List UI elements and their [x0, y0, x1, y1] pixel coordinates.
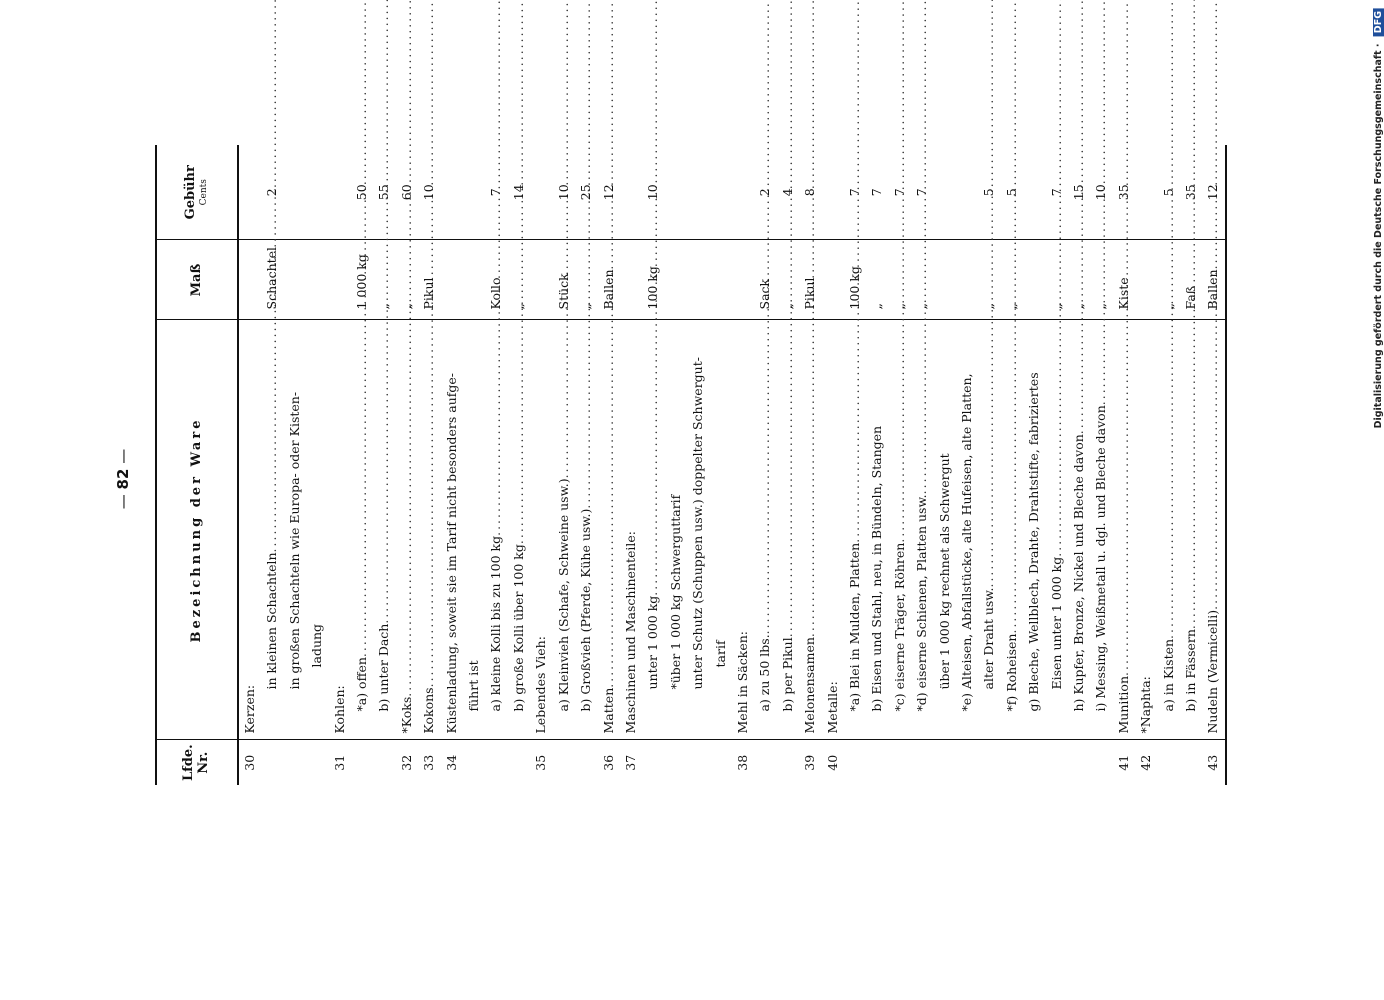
row-measure: 1 000 kg	[351, 240, 373, 320]
row-measure: „	[1068, 240, 1090, 320]
row-number	[911, 740, 933, 785]
row-measure: „	[889, 240, 911, 320]
row-number	[284, 740, 306, 785]
leader-dots	[396, 0, 418, 697]
row-description-text: *d) eiserne Schienen, Platten usw.	[914, 494, 930, 712]
row-description	[530, 320, 552, 740]
row-measure	[665, 240, 687, 320]
row-number	[553, 740, 575, 785]
row-measure	[934, 240, 956, 320]
row-description-text: b) große Kolli über 100 kg	[510, 544, 526, 712]
table-row	[889, 145, 911, 785]
row-description-text: Eisen unter 1 000 kg	[1048, 556, 1064, 690]
table-row	[620, 145, 642, 785]
table-row	[1046, 145, 1068, 785]
leader-dots	[777, 0, 799, 637]
tariff-table	[155, 145, 1227, 785]
row-measure	[329, 240, 351, 320]
row-description	[822, 320, 844, 740]
row-fee	[956, 145, 978, 240]
row-number	[866, 740, 888, 785]
row-fee	[732, 145, 754, 240]
row-fee	[329, 145, 351, 240]
row-fee	[934, 145, 956, 240]
row-number	[1090, 740, 1112, 785]
leader-dots	[575, 0, 597, 509]
row-measure	[441, 240, 463, 320]
digitization-note-text: Digitalisierung gefördert durch die Deutsche Forschungsgemeinschaft	[1373, 50, 1384, 429]
row-measure: Kollo	[485, 240, 507, 320]
row-fee: 50	[351, 145, 373, 240]
row-fee	[441, 145, 463, 240]
row-number: 37	[622, 754, 638, 771]
row-measure	[1135, 240, 1157, 320]
leader-dots	[978, 0, 1000, 588]
row-description	[1090, 320, 1112, 740]
row-description	[396, 320, 418, 740]
row-description-text: Nudeln (Vermicelli)	[1205, 609, 1221, 734]
row-number: 31	[331, 754, 347, 771]
table-row	[351, 145, 373, 785]
row-fee: 25	[575, 145, 597, 240]
row-description-text: b) in Fässern	[1183, 629, 1199, 712]
row-description-text: Kerzen:	[242, 684, 257, 734]
row-number: 33	[421, 754, 437, 771]
row-number: 32	[398, 754, 414, 771]
row-measure: „	[1046, 240, 1068, 320]
row-description-text: *Naphta:	[1138, 676, 1154, 734]
row-number	[508, 740, 530, 785]
table-row	[866, 145, 888, 785]
row-measure	[1023, 240, 1045, 320]
leader-dots	[1068, 0, 1090, 434]
row-description-text: Matten	[600, 687, 616, 734]
row-fee: 35	[1180, 145, 1202, 240]
row-description-text: unter Schutz (Schuppen usw.) doppelter Schwergut-	[690, 357, 706, 690]
row-description	[1202, 320, 1225, 740]
row-measure	[822, 240, 844, 320]
row-measure: „	[978, 240, 1000, 320]
table-row	[261, 145, 283, 785]
table-row	[373, 145, 395, 785]
row-fee	[687, 145, 709, 240]
row-number	[1023, 740, 1045, 785]
row-description-text: *e) Alteisen, Abfallstücke, alte Hufeisen, alte Platten,	[959, 373, 974, 712]
table-header-row	[156, 145, 238, 785]
leader-dots	[799, 0, 821, 637]
leader-dots	[418, 0, 440, 687]
table-row	[1090, 145, 1112, 785]
row-description	[553, 320, 575, 740]
row-description	[844, 320, 866, 740]
row-number	[1068, 740, 1090, 785]
row-description	[687, 320, 709, 740]
row-description-text: ladung	[309, 623, 325, 668]
row-measure: Sack	[754, 240, 776, 320]
row-measure: Ballen	[1202, 240, 1225, 320]
row-number	[665, 740, 687, 785]
row-measure: Schachtel	[261, 240, 283, 320]
row-number	[575, 740, 597, 785]
row-number	[687, 740, 709, 785]
row-description	[284, 320, 306, 740]
row-fee: 7	[1046, 145, 1068, 240]
row-fee	[665, 145, 687, 240]
table-row	[1113, 145, 1135, 785]
row-description	[1068, 320, 1090, 740]
row-fee	[620, 145, 642, 240]
table-row	[777, 145, 799, 785]
row-measure: „	[396, 240, 418, 320]
row-measure	[530, 240, 552, 320]
row-description	[306, 320, 328, 740]
row-number	[1001, 740, 1023, 785]
digitization-note: Digitalisierung gefördert durch die Deutsche Forschungsgemeinschaft · DFG	[1373, 8, 1384, 428]
row-fee: 7	[485, 145, 507, 240]
row-description	[261, 320, 283, 740]
row-measure: „	[1001, 240, 1023, 320]
row-description	[508, 320, 530, 740]
row-measure	[284, 240, 306, 320]
table-row	[1023, 145, 1045, 785]
row-number: 35	[533, 754, 549, 771]
row-fee	[822, 145, 844, 240]
table-row	[553, 145, 575, 785]
table-row	[485, 145, 507, 785]
row-measure: Pikul	[799, 240, 821, 320]
table-row	[508, 145, 530, 785]
row-description-text: in kleinen Schachteln	[264, 552, 280, 690]
row-description	[485, 320, 507, 740]
header-fee-label: Gebühr	[183, 165, 199, 220]
row-number	[934, 740, 956, 785]
row-description-text: *f) Roheisen	[1003, 633, 1019, 712]
leader-dots	[1046, 0, 1068, 557]
table-row	[844, 145, 866, 785]
row-description-text: Munition	[1115, 676, 1131, 734]
leader-dots	[1001, 0, 1023, 634]
row-fee: 7	[889, 145, 911, 240]
table-row	[687, 145, 709, 785]
table-row	[822, 145, 844, 785]
leader-dots	[1090, 0, 1112, 405]
row-fee: 7	[911, 145, 933, 240]
row-number: 43	[1202, 740, 1225, 785]
row-fee: 14	[508, 145, 530, 240]
table-row	[1001, 145, 1023, 785]
row-measure	[238, 240, 261, 320]
row-number: 39	[802, 754, 818, 771]
row-description	[1135, 320, 1157, 740]
row-description-text: Lebendes Vieh:	[533, 636, 549, 734]
row-description-text: *a) Blei in Mulden, Platten	[846, 542, 862, 712]
row-description-text: b) unter Dach	[376, 623, 392, 712]
header-nr: Lfde. Nr.	[156, 740, 238, 785]
row-measure	[732, 240, 754, 320]
table-row	[1202, 145, 1225, 785]
row-description-text: b) Eisen und Stahl, neu, in Bündeln, Stangen	[869, 425, 885, 712]
row-number	[956, 740, 978, 785]
row-description	[1113, 320, 1135, 740]
row-description	[732, 320, 754, 740]
leader-dots	[351, 0, 373, 657]
row-measure: „	[1090, 240, 1112, 320]
leader-dots	[373, 0, 395, 624]
row-number	[261, 740, 283, 785]
row-fee: 12	[1202, 145, 1225, 240]
row-description-text: Kohlen:	[331, 685, 347, 734]
table-row	[934, 145, 956, 785]
table-row	[978, 145, 1000, 785]
row-number	[889, 740, 911, 785]
table-row	[329, 145, 351, 785]
row-description-text: Melonensamen	[802, 637, 818, 734]
row-description	[351, 320, 373, 740]
row-description	[238, 320, 261, 740]
row-number	[1046, 740, 1068, 785]
row-fee: 5	[1158, 145, 1180, 240]
leader-dots	[1158, 0, 1180, 639]
table-row	[418, 145, 440, 785]
table-row	[396, 145, 418, 785]
row-fee: 2	[754, 145, 776, 240]
row-fee	[238, 145, 261, 240]
row-measure	[463, 240, 485, 320]
row-number: 38	[734, 754, 750, 771]
page-number: — 82 —	[114, 448, 132, 510]
leader-dots	[553, 0, 575, 478]
table-row	[1158, 145, 1180, 785]
row-number	[306, 740, 328, 785]
row-fee	[710, 145, 732, 240]
table-row	[1068, 145, 1090, 785]
row-number: 34	[443, 754, 459, 771]
row-number	[1158, 740, 1180, 785]
row-fee	[530, 145, 552, 240]
row-measure: „	[911, 240, 933, 320]
row-fee	[1023, 145, 1045, 240]
table-row	[1135, 145, 1157, 785]
row-description	[710, 320, 732, 740]
row-measure: Pikul	[418, 240, 440, 320]
row-fee: 35	[1113, 145, 1135, 240]
row-measure: Kiste	[1113, 240, 1135, 320]
row-measure	[956, 240, 978, 320]
row-description	[889, 320, 911, 740]
row-number: 40	[824, 754, 840, 771]
header-measure: Maß	[156, 240, 238, 320]
row-description	[1180, 320, 1202, 740]
row-number: 42	[1138, 754, 1154, 771]
row-description-text: *a) offen	[354, 657, 370, 712]
row-description	[754, 320, 776, 740]
row-description-text: a) Kleinvieh (Schafe, Schweine usw.)	[555, 478, 571, 712]
row-fee: 5	[978, 145, 1000, 240]
row-number: 36	[600, 754, 616, 771]
table-row	[732, 145, 754, 785]
row-measure: „	[508, 240, 530, 320]
table-row	[306, 145, 328, 785]
row-description	[329, 320, 351, 740]
table-row	[665, 145, 687, 785]
row-description-text: a) kleine Kolli bis zu 100 kg	[488, 535, 504, 712]
row-fee: 10	[553, 145, 575, 240]
tariff-table-container	[155, 145, 1230, 785]
table-row	[799, 145, 821, 785]
row-number	[978, 740, 1000, 785]
row-description	[799, 320, 821, 740]
row-fee: 4	[777, 145, 799, 240]
row-number	[642, 740, 664, 785]
row-fee: 15	[1068, 145, 1090, 240]
row-description-text: über 1 000 kg rechnet als Schwergut	[936, 453, 952, 690]
row-fee: 10	[1090, 145, 1112, 240]
row-description-text: in großen Schachteln wie Europa- oder Kisten-	[286, 391, 302, 690]
table-row	[575, 145, 597, 785]
table-row	[441, 145, 463, 785]
row-description-text: *über 1 000 kg Schwerguttarif	[667, 494, 683, 690]
row-fee: 5	[1001, 145, 1023, 240]
row-description-text: *c) eiserne Träger, Röhren	[891, 542, 907, 712]
row-description	[642, 320, 664, 740]
row-description	[441, 320, 463, 740]
row-description	[1046, 320, 1068, 740]
row-description	[1023, 320, 1045, 740]
row-description-text: Kokons	[421, 687, 437, 734]
header-description: Bezeichnung der Ware	[156, 320, 238, 740]
row-fee	[284, 145, 306, 240]
row-description	[463, 320, 485, 740]
table-row	[598, 145, 620, 785]
row-number	[1180, 740, 1202, 785]
row-description-text: a) zu 50 lbs.	[757, 634, 773, 712]
row-measure	[306, 240, 328, 320]
leader-dots	[485, 0, 507, 536]
row-measure: „	[866, 240, 888, 320]
row-fee	[306, 145, 328, 240]
row-description	[866, 320, 888, 740]
leader-dots	[889, 0, 911, 543]
table-row	[642, 145, 664, 785]
row-fee: 60	[396, 145, 418, 240]
row-description-text: Maschinen und Maschinenteile:	[622, 530, 638, 734]
row-measure: 100 kg	[844, 240, 866, 320]
row-measure: Stück	[553, 240, 575, 320]
row-description	[575, 320, 597, 740]
header-fee	[156, 145, 238, 240]
row-description-text: b) per Pikul	[779, 637, 795, 712]
row-description	[373, 320, 395, 740]
table-row	[463, 145, 485, 785]
row-description	[418, 320, 440, 740]
row-number	[463, 740, 485, 785]
row-fee: 12	[598, 145, 620, 240]
row-fee: 7	[844, 145, 866, 240]
leader-dots	[598, 0, 620, 688]
dfg-logo: DFG	[1373, 8, 1384, 36]
table-row	[956, 145, 978, 785]
leader-dots	[1113, 0, 1135, 676]
table-row	[1180, 145, 1202, 785]
row-description	[911, 320, 933, 740]
row-number: 30	[242, 754, 257, 771]
row-description	[956, 320, 978, 740]
row-fee: 10	[642, 145, 664, 240]
row-fee: 10	[418, 145, 440, 240]
row-fee	[463, 145, 485, 240]
header-fee-unit: Cents	[199, 179, 210, 206]
table-row	[284, 145, 306, 785]
row-description	[934, 320, 956, 740]
row-number	[710, 740, 732, 785]
row-fee	[1135, 145, 1157, 240]
row-number: 41	[1115, 754, 1131, 771]
row-description	[1158, 320, 1180, 740]
leader-dots	[754, 0, 776, 634]
row-number	[485, 740, 507, 785]
leader-dots	[508, 0, 530, 544]
leader-dots	[911, 0, 933, 494]
row-description	[598, 320, 620, 740]
row-description	[620, 320, 642, 740]
row-measure: Faß	[1180, 240, 1202, 320]
table-row	[530, 145, 552, 785]
row-description-text: g) Bleche, Wellblech, Drahte, Drahtstifte, fabriziertes	[1026, 372, 1042, 712]
row-measure: „	[575, 240, 597, 320]
row-description-text: tarif	[712, 640, 728, 668]
row-number	[754, 740, 776, 785]
table-row	[238, 145, 261, 785]
row-measure: „	[1158, 240, 1180, 320]
row-description-text: a) in Kisten	[1160, 638, 1176, 712]
row-measure: „	[373, 240, 395, 320]
row-measure: „	[777, 240, 799, 320]
row-description-text: i) Messing, Weißmetall u. dgl. und Bleche davon	[1093, 405, 1109, 712]
row-description-text: unter 1 000 kg	[645, 595, 661, 690]
row-fee: 55	[373, 145, 395, 240]
row-number	[777, 740, 799, 785]
row-description-text: Küstenladung, soweit sie im Tarif nicht besonders aufge-	[443, 372, 459, 734]
row-description-text: Mehl in Säcken:	[734, 631, 750, 734]
row-measure: 100 kg	[642, 240, 664, 320]
row-fee: 8	[799, 145, 821, 240]
row-description	[665, 320, 687, 740]
row-fee: 2	[261, 145, 283, 240]
row-description-text: h) Kupfer, Bronze, Nickel und Bleche davon	[1071, 434, 1087, 712]
row-number	[351, 740, 373, 785]
row-description-text: führt ist	[466, 660, 482, 712]
row-description	[1001, 320, 1023, 740]
row-description-text: Metalle:	[824, 681, 840, 734]
table-row	[710, 145, 732, 785]
row-description	[978, 320, 1000, 740]
row-measure	[687, 240, 709, 320]
row-measure	[620, 240, 642, 320]
row-number	[373, 740, 395, 785]
table-row	[911, 145, 933, 785]
leader-dots	[1180, 0, 1202, 629]
row-number	[844, 740, 866, 785]
table-row	[754, 145, 776, 785]
row-measure: Ballen	[598, 240, 620, 320]
row-description	[777, 320, 799, 740]
row-description-text: alter Draht usw.	[981, 587, 997, 690]
row-description-text: *Koks	[398, 696, 414, 734]
row-measure	[710, 240, 732, 320]
row-fee: 7	[866, 145, 888, 240]
row-description-text: b) Großvieh (Pferde, Kühe usw.)	[578, 508, 594, 712]
